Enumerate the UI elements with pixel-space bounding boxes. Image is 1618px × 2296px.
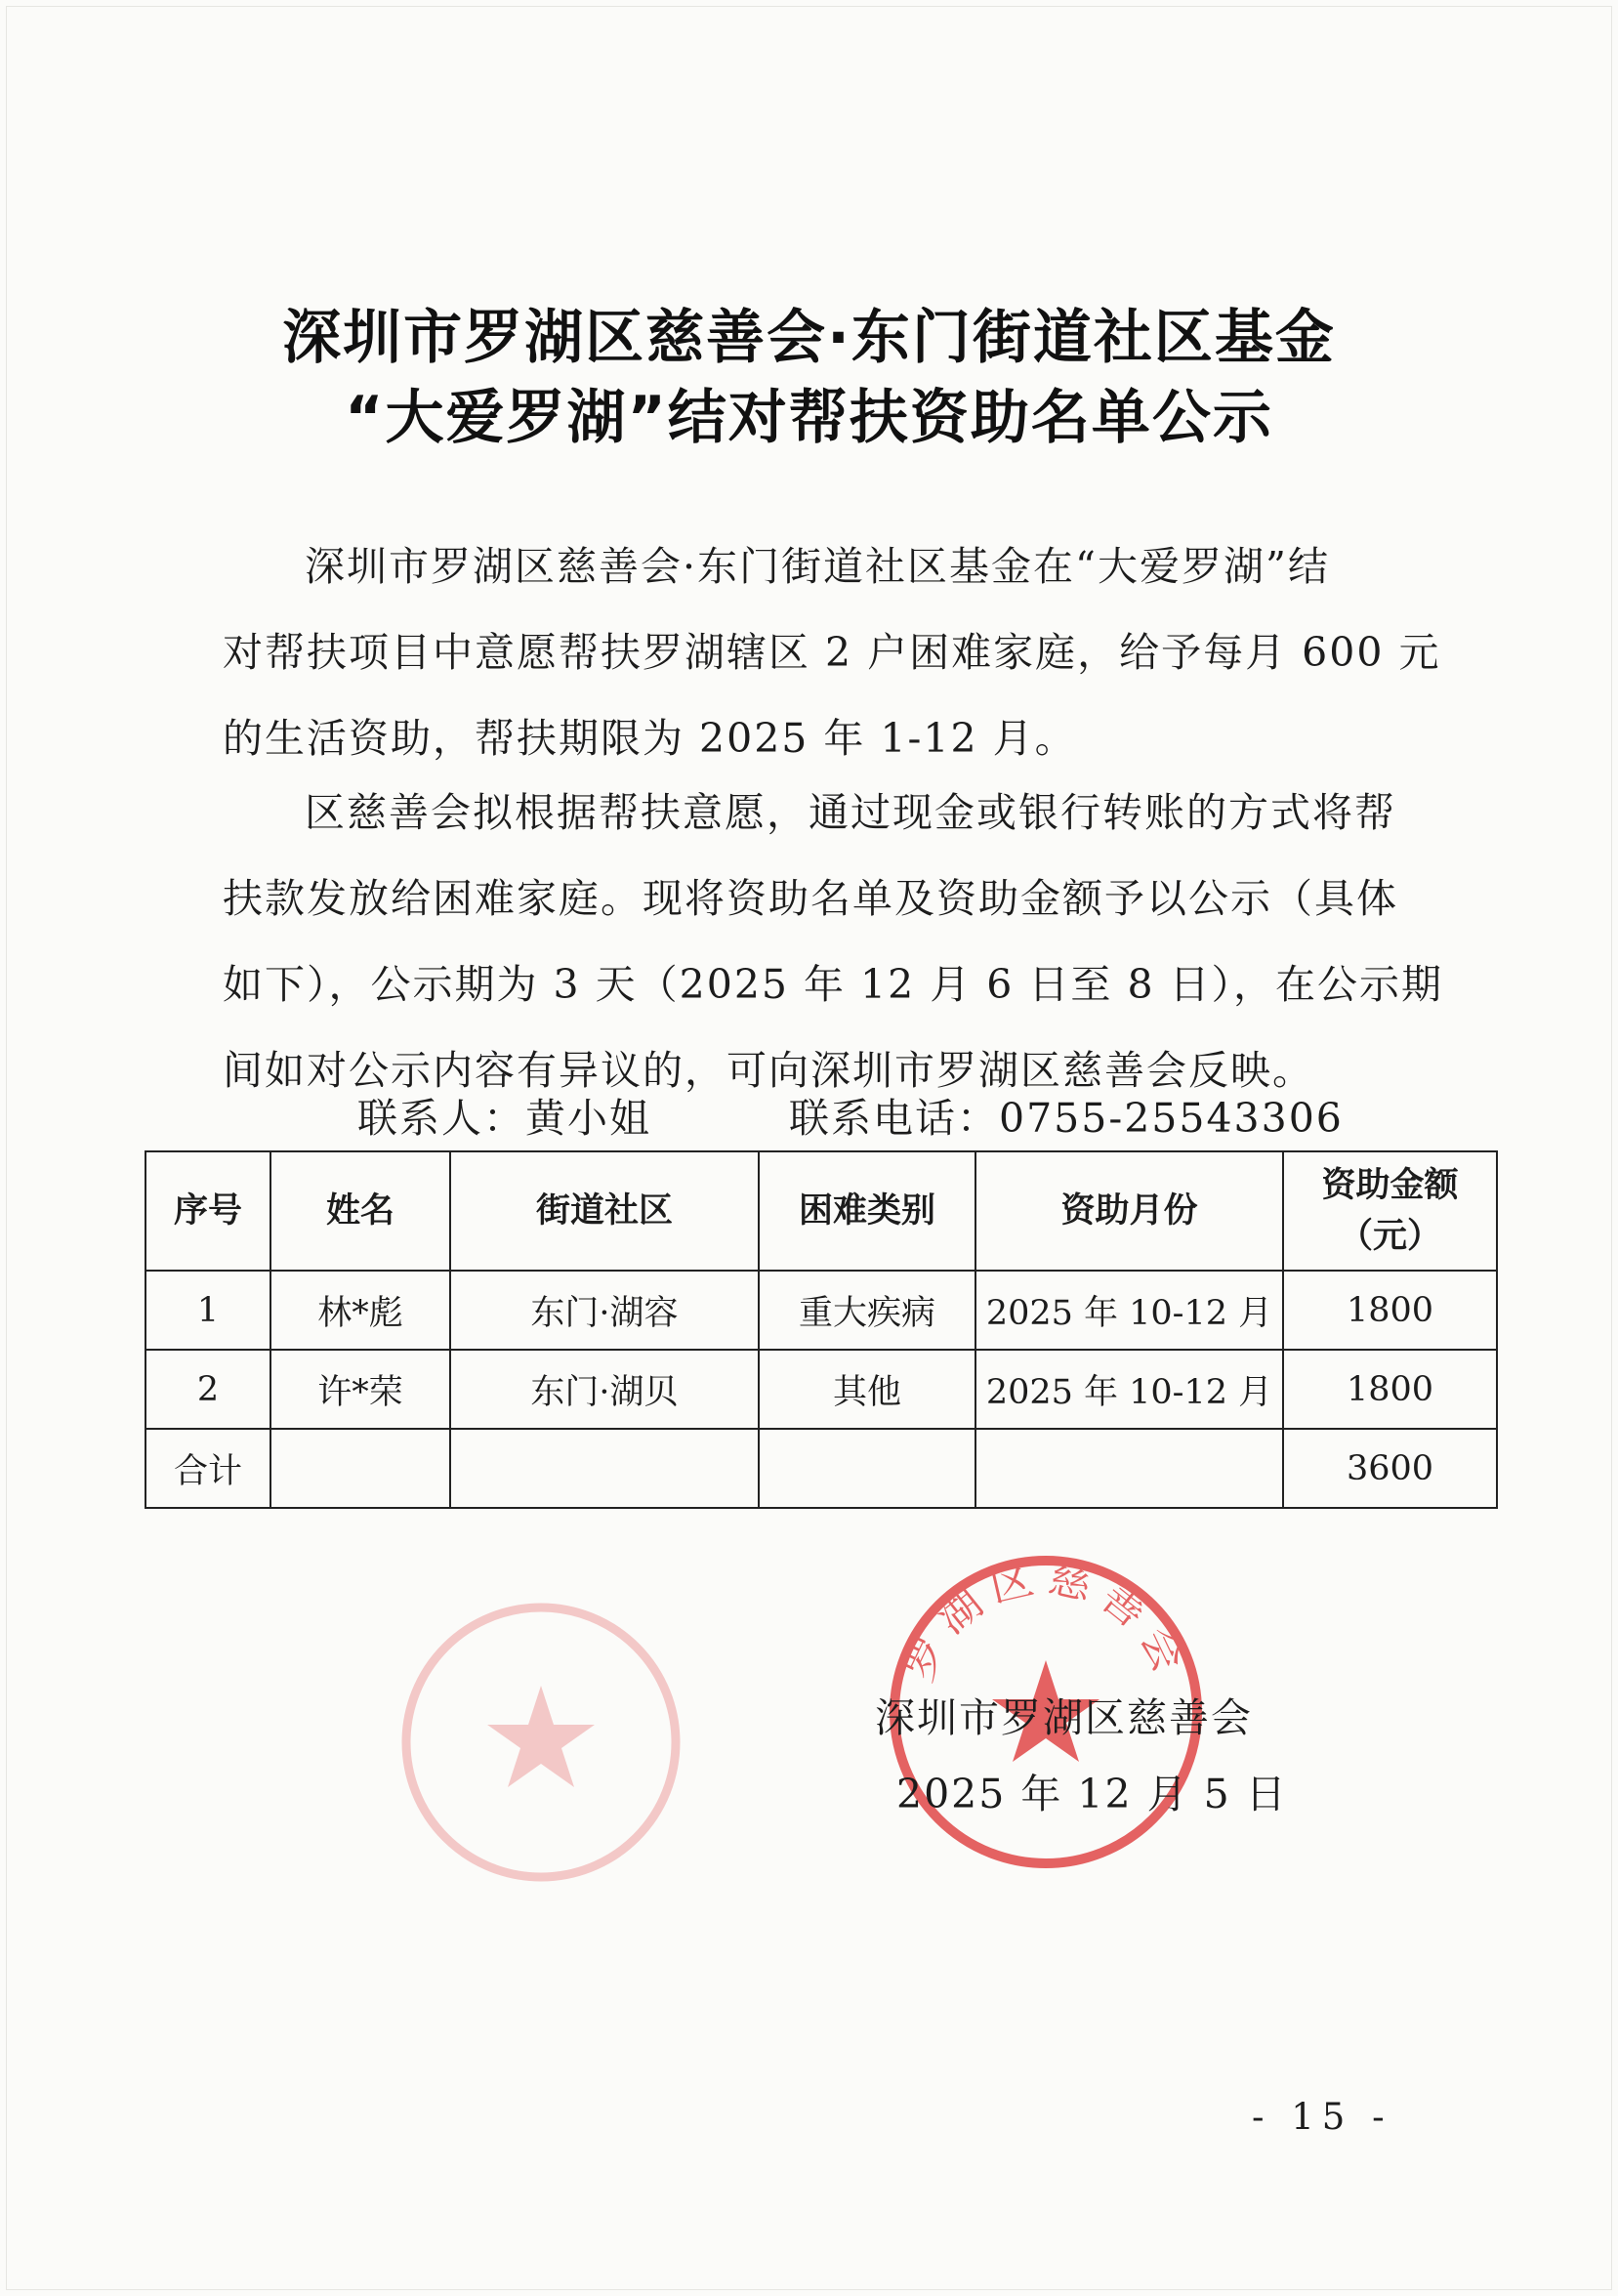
header-category: 困难类别 bbox=[759, 1151, 975, 1271]
header-name: 姓名 bbox=[270, 1151, 450, 1271]
title-line-2: “大爱罗湖”结对帮扶资助名单公示 bbox=[345, 384, 1273, 452]
signature-date: 2025 年 12 月 5 日 bbox=[896, 1771, 1288, 1817]
table-header-row bbox=[145, 1151, 1497, 1271]
total-empty-cell bbox=[270, 1429, 450, 1508]
funding-table bbox=[145, 1150, 1498, 1509]
header-months: 资助月份 bbox=[975, 1151, 1283, 1271]
cell-community: 东门·湖贝 bbox=[450, 1350, 759, 1429]
paragraph-1-line-2: 对帮扶项目中意愿帮扶罗湖辖区 2 户困难家庭，给予每月 600 元 bbox=[223, 629, 1441, 676]
cell-community: 东门·湖容 bbox=[450, 1271, 759, 1350]
contact-person: 联系人：黄小姐 bbox=[357, 1095, 651, 1142]
cell-category: 重大疾病 bbox=[759, 1271, 975, 1350]
total-amount: 3600 bbox=[1283, 1429, 1497, 1508]
table-row bbox=[145, 1271, 1497, 1350]
paragraph-1-line-1: 深圳市罗湖区慈善会·东门街道社区基金在“大爱罗湖”结 bbox=[305, 543, 1330, 590]
page-number: - 15 - bbox=[1252, 2096, 1392, 2138]
show-through-seal bbox=[394, 1596, 687, 1889]
header-amount-line-1: 资助金额 bbox=[1321, 1166, 1459, 1205]
seal-text: 罗湖区慈善会 bbox=[892, 1552, 1199, 1689]
total-label: 合计 bbox=[145, 1429, 270, 1508]
paragraph-2-line-3: 如下），公示期为 3 天（2025 年 12 月 6 日至 8 日），在公示期 bbox=[223, 961, 1444, 1008]
table-row bbox=[145, 1350, 1497, 1429]
cell-name: 许*荣 bbox=[270, 1350, 450, 1429]
total-empty-cell bbox=[759, 1429, 975, 1508]
paragraph-2 bbox=[223, 770, 1444, 1113]
title-line-1: 深圳市罗湖区慈善会·东门街道社区基金 bbox=[282, 304, 1336, 372]
cell-name: 林*彪 bbox=[270, 1271, 450, 1350]
header-community: 街道社区 bbox=[450, 1151, 759, 1271]
total-empty-cell bbox=[450, 1429, 759, 1508]
contact-phone: 联系电话：0755-25543306 bbox=[789, 1095, 1344, 1142]
paragraph-1-line-3: 的生活资助，帮扶期限为 2025 年 1-12 月。 bbox=[223, 715, 1077, 762]
cell-category: 其他 bbox=[759, 1350, 975, 1429]
paragraph-2-line-2: 扶款发放给困难家庭。现将资助名单及资助金额予以公示（具体 bbox=[223, 875, 1398, 922]
total-empty-cell bbox=[975, 1429, 1283, 1508]
header-no: 序号 bbox=[145, 1151, 270, 1271]
cell-months: 2025 年 10-12 月 bbox=[975, 1350, 1283, 1429]
signature-organization: 深圳市罗湖区慈善会 bbox=[875, 1694, 1253, 1741]
header-amount-line-2: （元） bbox=[1338, 1217, 1441, 1256]
header-amount bbox=[1283, 1151, 1497, 1271]
paragraph-2-line-4: 间如对公示内容有异议的，可向深圳市罗湖区慈善会反映。 bbox=[223, 1047, 1314, 1094]
cell-amount: 1800 bbox=[1283, 1350, 1497, 1429]
cell-no: 1 bbox=[145, 1271, 270, 1350]
paragraph-1 bbox=[223, 523, 1441, 781]
cell-months: 2025 年 10-12 月 bbox=[975, 1271, 1283, 1350]
table-total-row bbox=[145, 1429, 1497, 1508]
cell-amount: 1800 bbox=[1283, 1271, 1497, 1350]
cell-no: 2 bbox=[145, 1350, 270, 1429]
paragraph-2-line-1: 区慈善会拟根据帮扶意愿，通过现金或银行转账的方式将帮 bbox=[305, 789, 1396, 836]
